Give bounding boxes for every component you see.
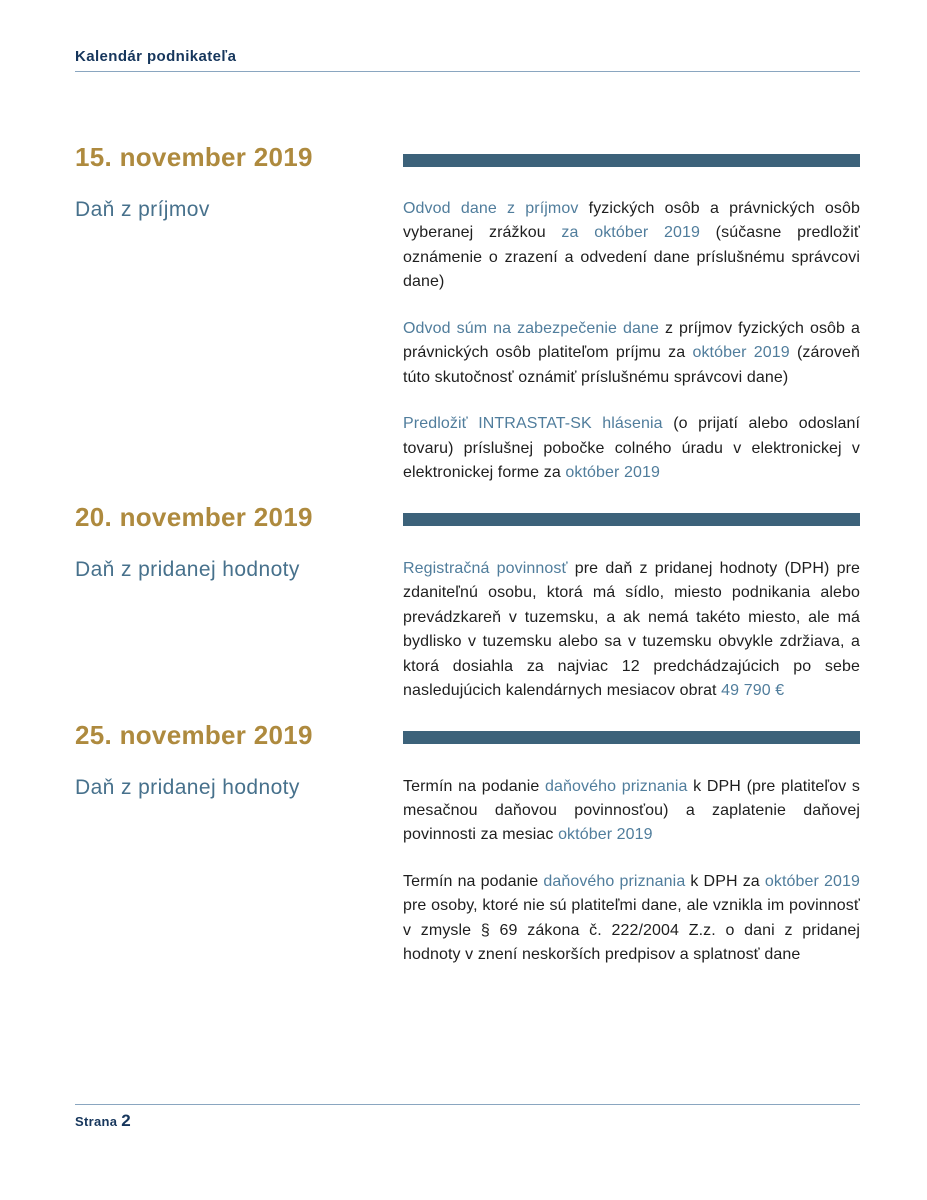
content-area bbox=[75, 142, 860, 984]
text-run: Termín na podanie bbox=[403, 777, 545, 795]
paragraph bbox=[403, 870, 860, 968]
text-run: z príjmov fyzických osôb a právnických osôb platiteľom príjmu za bbox=[403, 319, 861, 362]
text-run: fyzických osôb a právnických osôb vyberanej zrážkou bbox=[403, 200, 860, 242]
section-20-november bbox=[75, 502, 860, 704]
label-column bbox=[75, 775, 403, 968]
text-run: Odvod súm na zabezpečenie dane bbox=[403, 319, 659, 337]
category-label: Daň z pridanej hodnoty bbox=[75, 775, 300, 799]
section-head bbox=[75, 502, 860, 533]
section-head bbox=[75, 142, 860, 173]
section-body bbox=[75, 775, 860, 968]
section-25-november bbox=[75, 720, 860, 968]
text-column bbox=[403, 775, 860, 968]
label-column bbox=[75, 557, 403, 704]
date-heading: 20. november 2019 bbox=[75, 501, 313, 532]
section-head bbox=[75, 720, 860, 751]
text-run: október 2019 bbox=[558, 826, 653, 844]
section-divider-bar bbox=[403, 154, 860, 167]
text-run: Termín na podanie bbox=[403, 872, 544, 890]
text-run: Registračná povinnosť bbox=[403, 559, 568, 577]
text-run: (súčasne predložiť oznámenie o zrazení a odvedení dane príslušnému správcovi dane) bbox=[403, 224, 861, 291]
date-heading: 15. november 2019 bbox=[75, 142, 313, 172]
text-run: daňového priznania bbox=[545, 777, 688, 795]
section-15-november bbox=[75, 142, 860, 486]
text-run: (zároveň túto skutočnosť oznámiť príslušnému správcovi dane) bbox=[403, 344, 860, 386]
text-run: pre osoby, ktoré nie sú platiteľmi dane, ale vznikla im povinnosť v zmysle § 69 zákona č. 222/2004 Z.z. o dani z pridanej hodnoty v znení neskorších predpisov a splatnosť dane bbox=[403, 897, 860, 964]
text-run: Odvod dane z príjmov bbox=[403, 200, 579, 217]
category-label: Daň z pridanej hodnoty bbox=[75, 557, 300, 581]
text-run: október 2019 bbox=[692, 344, 790, 362]
category-label: Daň z príjmov bbox=[75, 198, 210, 221]
document-footer bbox=[75, 1104, 860, 1131]
date-heading: 25. november 2019 bbox=[75, 719, 313, 750]
paragraph bbox=[403, 412, 860, 485]
paragraph bbox=[403, 317, 860, 390]
text-run: daňového priznania bbox=[543, 872, 686, 890]
section-divider-bar bbox=[403, 513, 860, 526]
section-body bbox=[75, 557, 860, 704]
section-body bbox=[75, 197, 860, 486]
section-divider-bar bbox=[403, 731, 860, 744]
text-run: október 2019 bbox=[764, 872, 861, 890]
label-column bbox=[75, 197, 403, 486]
text-run: (o prijatí alebo odoslaní tovaru) príslušnej pobočke colného úradu v elektronickej v elektronickej forme za bbox=[403, 415, 861, 482]
paragraph bbox=[403, 197, 860, 295]
text-run: pre daň z pridanej hodnoty (DPH) pre zdaniteľnú osobu, ktorá má sídlo, miesto podnikania alebo prevádzkareň v tuzemsku, a ak nemá takéto miesto, ale má bydlisko v tuzemsku alebo sa v tuzemsku obvykle zdržiava, a ktorá dosiahla za najviac 12 predchádzajúcich po sebe nasledujúcich kalendárnych mesiacov obrat bbox=[403, 559, 860, 700]
text-run: 49 790 € bbox=[721, 682, 785, 700]
header-title: Kalendár podnikateľa bbox=[75, 48, 237, 65]
text-run: Predložiť INTRASTAT-SK hlásenia bbox=[403, 415, 663, 433]
text-column bbox=[403, 557, 860, 704]
paragraph bbox=[403, 775, 860, 848]
text-run: k DPH (pre platiteľov s mesačnou daňovou povinnosťou) a zaplatenie daňovej povinnosti za mesiac bbox=[403, 777, 861, 844]
paragraph bbox=[403, 557, 860, 704]
text-run: október 2019 bbox=[565, 464, 660, 482]
text-run: za október 2019 bbox=[561, 224, 700, 242]
text-run: k DPH za bbox=[685, 872, 765, 890]
text-column bbox=[403, 197, 860, 486]
page-number-label: Strana bbox=[75, 1114, 118, 1129]
page-number: 2 bbox=[121, 1111, 131, 1130]
document-header bbox=[75, 48, 860, 72]
